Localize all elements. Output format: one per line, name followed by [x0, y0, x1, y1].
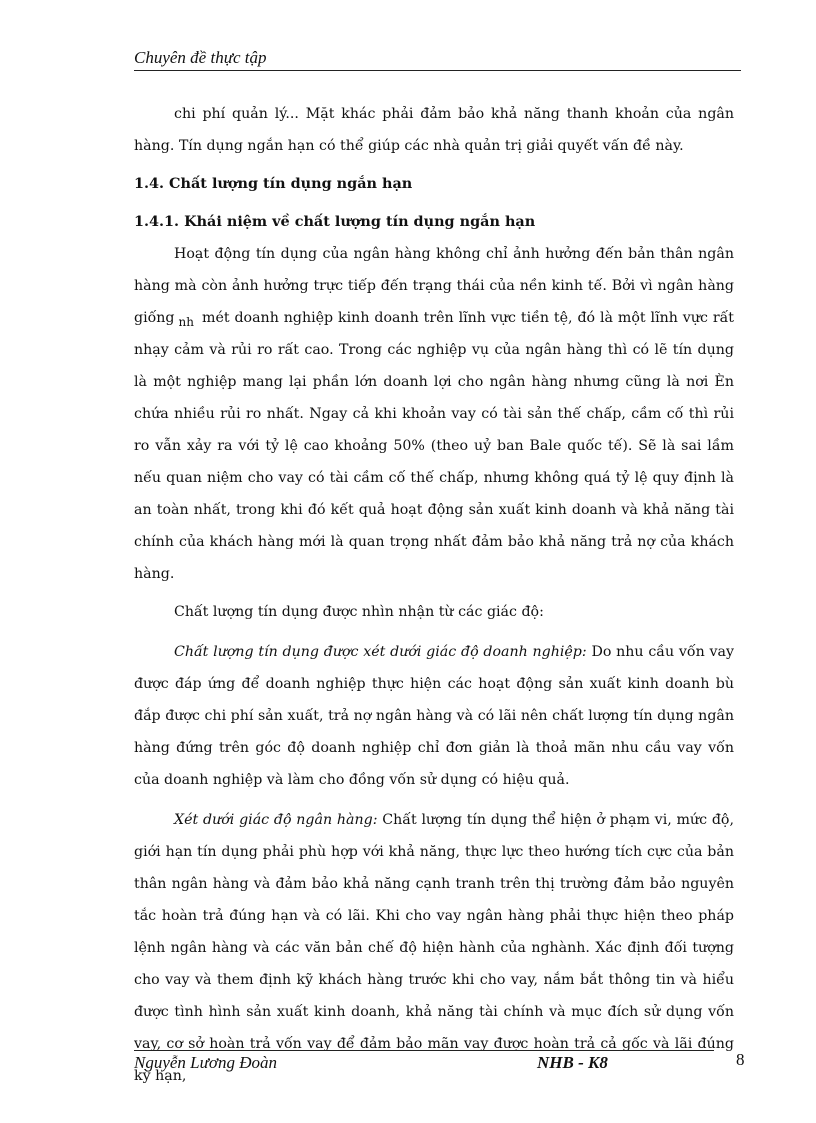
paragraph-5	[134, 804, 734, 1092]
paragraph-2-part-a: Hoạt động tín dụng của ngân hàng không chỉ ảnh hưởng đến bản thân ngân hàng mà còn ảnh hưởng trực tiếp đến trạng thái của nền kinh tế. Bởi vì ngân hàng giống	[134, 246, 734, 326]
subsection-heading: 1.4.1. Khái niệm về chất lượng tín dụng ngắn hạn	[134, 213, 536, 230]
paragraph-4	[134, 636, 734, 796]
paragraph-2	[134, 238, 734, 590]
paragraph-5-text: Chất lượng tín dụng thể hiện ở phạm vi, mức độ, giới hạn tín dụng phải phù hợp với khả năng, thực lực theo hướng tích cực của bản thân ngân hàng và đảm bảo khả năng cạnh tranh trên thị trường đảm bảo nguyên tắc hoàn trả đúng hạn và có lãi. Khi cho vay ngân hàng phải thực hiện theo pháp lệnh ngân hàng và các văn bản chế độ hiện hành của nghành. Xác định đối tượng cho vay và them định kỹ khách hàng trước khi cho vay, nắm bắt thông tin và hiểu được tình hình sản xuất kinh doanh, khả năng tài chính và mục đích sử dụng vốn vay, cơ sở hoàn trả vốn vay để đảm bảo mãn vay được hoàn trả cả gốc và lãi đúng kỳ hạn,	[134, 812, 734, 1084]
paragraph-4-italic-lead: Chất lượng tín dụng được xét dưới giác độ doanh nghiệp:	[174, 644, 587, 660]
paragraph-2-part-b: mét doanh nghiệp kinh doanh trên lĩnh vực tiền tệ, đó là một lĩnh vực rất nhạy cảm và rủi ro rất cao. Trong các nghiệp vụ của ngân hàng thì có lẽ tín dụng là một nghiệp mang lại phần lớn doanh lợi cho ngân hàng nhưng cũng là nơi Èn chứa nhiều rủi ro nhất. Ngay cả khi khoản vay có tài sản thế chấp, cầm cố thì rủi ro vẫn xảy ra với tỷ lệ cao khoảng 50% (theo uỷ ban Bale quốc tế). Sẽ là sai lầm nếu quan niệm cho vay có tài cầm cố thế chấp, nhưng không quá tỷ lệ quy định là an toàn nhất, trong khi đó kết quả hoạt động sản xuất kinh doanh và khả năng tài chính của khách hàng mới là quan trọng nhất đảm bảo khả năng trả nợ của khách hàng.	[134, 310, 734, 582]
paragraph-4-text: Do nhu cầu vốn vay được đáp ứng để doanh nghiệp thực hiện các hoạt động sản xuất kinh doanh bù đắp được chi phí sản xuất, trả nợ ngân hàng và có lãi nên chất lượng tín dụng ngân hàng đứng trên góc độ doanh nghiệp chỉ đơn giản là thoả mãn nhu cầu vay vốn của doanh nghiệp và làm cho đồng vốn sử dụng có hiệu quả.	[134, 644, 735, 788]
page-number: 8	[736, 1050, 745, 1069]
footer-divider	[134, 1050, 714, 1051]
footer-author: Nguyễn Lương Đoàn	[134, 1053, 278, 1072]
paragraph-2-subscript: nh	[178, 315, 194, 329]
paragraph-3: Chất lượng tín dụng được nhìn nhận từ các giác độ:	[174, 604, 544, 620]
document-body	[134, 98, 734, 1092]
paragraph-5-italic-lead: Xét dưới giác độ ngân hàng:	[174, 812, 378, 828]
paragraph-1: chi phí quản lý... Mặt khác phải đảm bảo khả năng thanh khoản của ngân hàng. Tín dụng ngắn hạn có thể giúp các nhà quản trị giải quyết vấn đề này.	[134, 106, 734, 154]
header-title: Chuyên đề thực tập	[134, 48, 267, 67]
page-header	[134, 48, 741, 71]
section-heading: 1.4. Chất lượng tín dụng ngắn hạn	[134, 175, 413, 192]
footer-class-code: NHB - K8	[537, 1053, 608, 1072]
